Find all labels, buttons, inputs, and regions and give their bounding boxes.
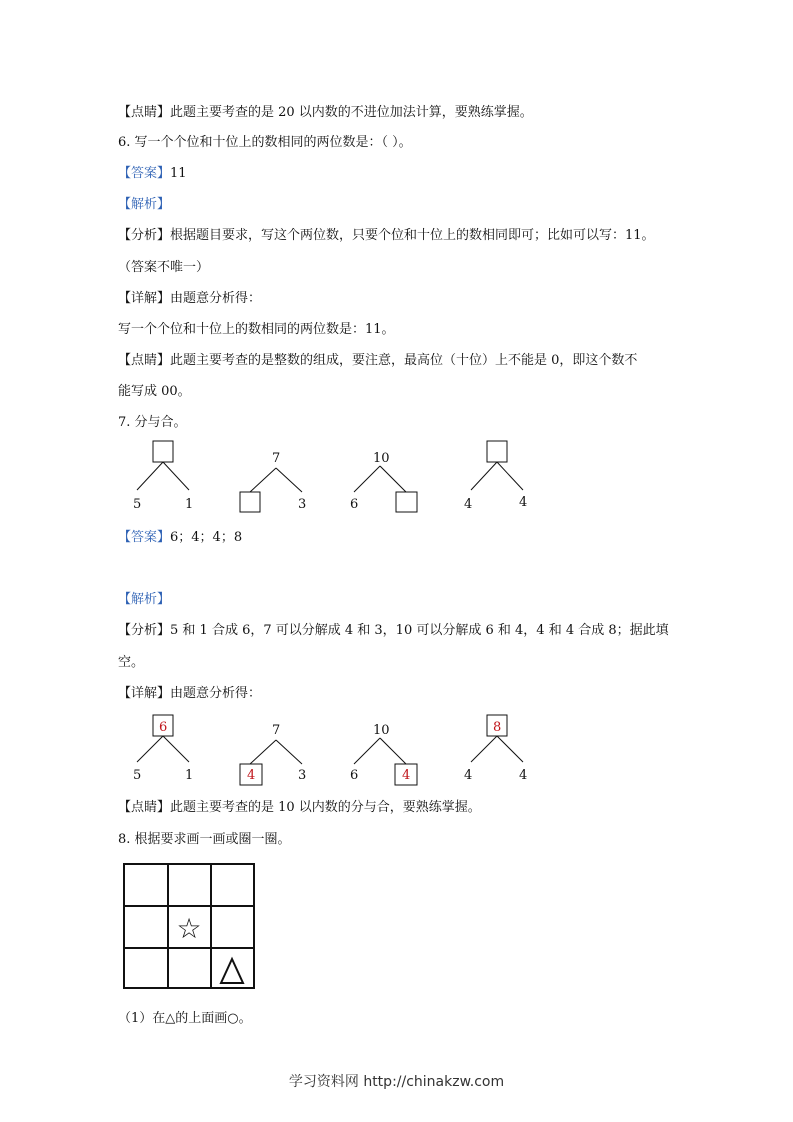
tree-number: 10 [373,723,390,738]
tree-number: 5 [133,768,142,783]
analysis-heading: 【解析】 [118,197,171,212]
blank-box [240,492,260,512]
blank-box [487,441,507,462]
tree-number: 3 [298,768,307,783]
analysis-heading: 【解析】 [118,592,171,607]
star-icon: ☆ [176,912,202,945]
blank-box [396,492,417,512]
text-line: 【详解】由题意分析得： [118,686,262,701]
answer-line: 【答案】6；4；4；8 [118,530,243,545]
tree-number: 7 [272,451,281,466]
tree-number: 1 [185,497,194,512]
tree-number: 3 [298,497,307,512]
text-line: （1）在△的上面画○。 [118,1011,252,1026]
tree-number: 1 [185,768,194,783]
text-line: 空。 [118,655,145,670]
text-line: 【详解】由题意分析得： [118,291,262,306]
split-combine-answer-diagram [0,710,793,790]
tree-number: 6 [350,497,359,512]
text-line: 写一个个位和十位上的数相同的两位数是：11。 [118,322,395,337]
text-line: 能写成 00。 [118,384,191,399]
answer-line: 【答案】11 [118,166,187,181]
tree-number: 4 [519,495,528,510]
answer-number: 8 [493,720,502,735]
triangle-icon [221,959,243,983]
answer-number: 4 [402,768,411,783]
text-line: （答案不唯一） [118,260,210,275]
text-line: 【分析】5 和 1 合成 6，7 可以分解成 4 和 3，10 可以分解成 6 和 4，4 和 4 合成 8；据此填 [118,623,669,638]
tree-number: 6 [350,768,359,783]
text-line: 【点睛】此题主要考查的是整数的组成，要注意，最高位（十位）上不能是 0，即这个数不 [118,353,638,368]
text-line: 【点睛】此题主要考查的是 20 以内数的不进位加法计算，要熟练掌握。 [118,105,533,120]
answer-number: 6 [159,720,168,735]
tree-number: 5 [133,497,142,512]
blank-box [153,441,173,462]
text-line: 【分析】根据题目要求，写这个两位数，只要个位和十位上的数相同即可；比如可以写：11。 [118,228,655,243]
tree-number: 4 [464,768,473,783]
split-combine-question-diagram [0,436,793,521]
tree-number: 4 [464,497,473,512]
tree-number: 10 [373,451,390,466]
question-8: 8. 根据要求画一画或圈一圈。 [118,832,291,847]
text-line: 【点睛】此题主要考查的是 10 以内数的分与合，要熟练掌握。 [118,800,481,815]
question-7: 7. 分与合。 [118,415,187,430]
grid-figure [122,862,258,992]
answer-number: 4 [247,768,256,783]
tree-number: 4 [519,768,528,783]
question-6: 6. 写一个个位和十位上的数相同的两位数是：（ ）。 [118,135,412,150]
footer-watermark: 学习资料网 http://chinakzw.com [288,1074,505,1090]
tree-number: 7 [272,723,281,738]
